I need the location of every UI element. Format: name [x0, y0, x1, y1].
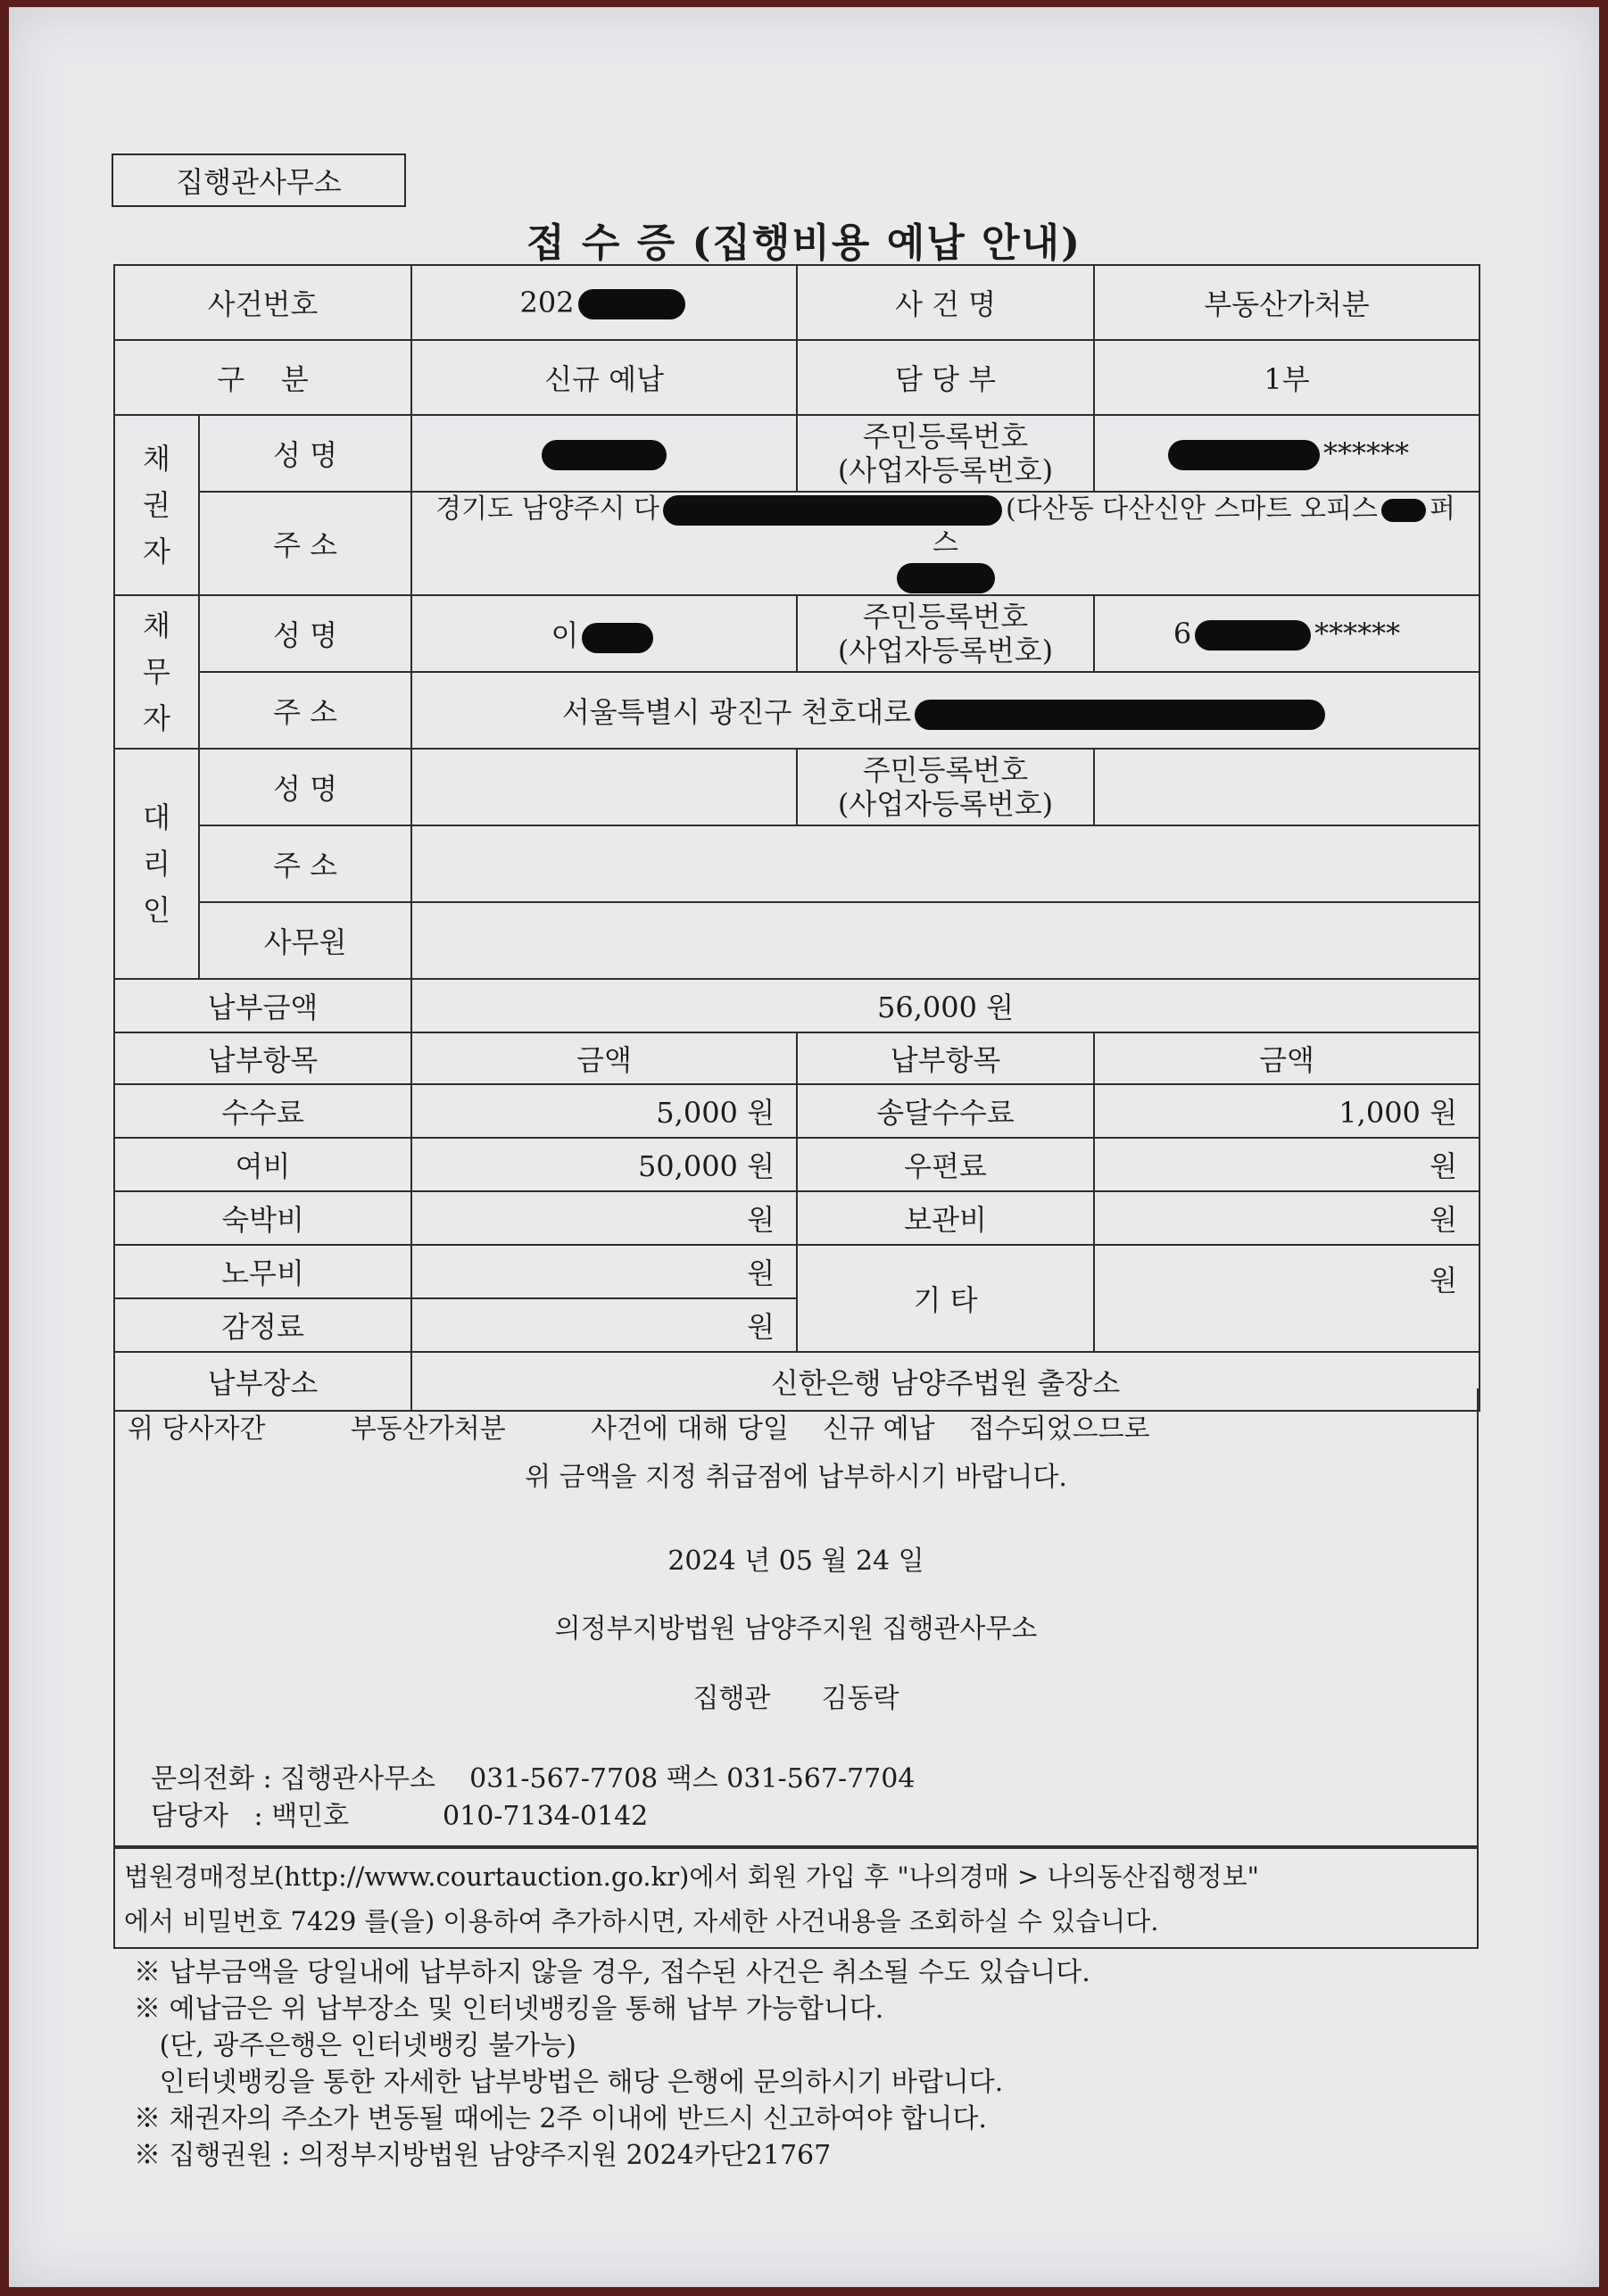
debtor-name-value: 이	[411, 595, 797, 672]
department-value: 1부	[1094, 340, 1480, 415]
division-value: 신규 예납	[411, 340, 797, 415]
total-amount-value: 56,000 원	[411, 979, 1480, 1032]
labor-label: 노무비	[114, 1245, 411, 1298]
fee-label: 수수료	[114, 1084, 411, 1138]
redaction-mark	[1195, 620, 1311, 651]
appraisal-label: 감정료	[114, 1298, 411, 1352]
case-name-label: 사 건 명	[797, 265, 1094, 340]
debtor-group-label: 채 무 자	[114, 595, 199, 749]
other-label: 기 타	[797, 1245, 1094, 1352]
lodging-label: 숙박비	[114, 1191, 411, 1245]
debtor-id-value: 6 ******	[1094, 595, 1480, 672]
online-info-line-1: 법원경매정보(http://www.courtauction.go.kr)에서 회원 가입 후 "나의경매 > 나의동산집행정보"	[124, 1861, 1259, 1892]
redaction-mark	[542, 440, 667, 470]
agent-clerk-value	[411, 902, 1480, 979]
contact-phone: 문의전화 : 집행관사무소 031-567-7708 팩스 031-567-7704	[151, 1763, 916, 1795]
notice-section	[113, 1388, 1479, 1847]
other-value: 원	[1094, 1245, 1480, 1352]
agent-id-label: 주민등록번호 (사업자등록번호)	[797, 749, 1094, 825]
agent-name-value	[411, 749, 797, 825]
note-item: ※ 집행권원 : 의정부지방법원 남양주지원 2024카단21767	[134, 2140, 832, 2171]
amount-header-2: 금액	[1094, 1032, 1480, 1084]
case-number-value: 202	[411, 265, 797, 340]
case-name-value: 부동산가처분	[1094, 265, 1480, 340]
redaction-mark	[663, 495, 1002, 526]
item-header-2: 납부항목	[797, 1032, 1094, 1084]
amount-header: 금액	[411, 1032, 797, 1084]
travel-label: 여비	[114, 1138, 411, 1191]
storage-label: 보관비	[797, 1191, 1094, 1245]
online-info-box	[113, 1847, 1479, 1949]
delivery-fee-label: 송달수수료	[797, 1084, 1094, 1138]
note-item: ※ 채권자의 주소가 변동될 때에는 2주 이내에 반드시 신고하여야 합니다.	[134, 2103, 987, 2134]
redaction-mark	[1168, 440, 1320, 470]
contact-person: 담당자 : 백민호 010-7134-0142	[151, 1801, 649, 1832]
court-name: 의정부지방법원 남양주지원 집행관사무소	[554, 1613, 1038, 1645]
travel-value: 50,000 원	[411, 1138, 797, 1191]
debtor-id-label: 주민등록번호 (사업자등록번호)	[797, 595, 1094, 672]
agent-name-label: 성 명	[199, 749, 411, 825]
lodging-value: 원	[411, 1191, 797, 1245]
creditor-name-value	[411, 415, 797, 492]
issue-date: 2024 년 05 월 24 일	[667, 1546, 924, 1577]
creditor-address-value: 경기도 남양주시 다 (다산동 다산신안 스마트 오피스 퍼스	[411, 492, 1480, 595]
delivery-fee-value: 1,000 원	[1094, 1084, 1480, 1138]
notice-line-1: 위 당사자간 부동산가처분 사건에 대해 당일 신규 예납 접수되었으므로	[128, 1413, 1150, 1445]
payment-place-value: 신한은행 남양주법원 출장소	[411, 1352, 1480, 1411]
fee-value: 5,000 원	[411, 1084, 797, 1138]
creditor-group-label: 채 권 자	[114, 415, 199, 595]
online-info-line-2: 에서 비밀번호 7429 를(을) 이용하여 추가하시면, 자세한 사건내용을 조회하실 수 있습니다.	[124, 1906, 1159, 1936]
debtor-address-value: 서울특별시 광진구 천호대로	[411, 672, 1480, 749]
creditor-name-label: 성 명	[199, 415, 411, 492]
debtor-address-label: 주 소	[199, 672, 411, 749]
agent-clerk-label: 사무원	[199, 902, 411, 979]
department-label: 담 당 부	[797, 340, 1094, 415]
redaction-mark	[582, 623, 653, 653]
appraisal-value: 원	[411, 1298, 797, 1352]
item-header: 납부항목	[114, 1032, 411, 1084]
redaction-mark	[915, 700, 1325, 730]
labor-value: 원	[411, 1245, 797, 1298]
debtor-name-label: 성 명	[199, 595, 411, 672]
creditor-address-label: 주 소	[199, 492, 411, 595]
notes-list	[134, 1954, 1472, 2174]
notice-line-2: 위 금액을 지정 취급점에 납부하시기 바랍니다.	[525, 1462, 1067, 1493]
agent-group-label: 대 리 인	[114, 749, 199, 979]
redaction-mark	[1381, 499, 1426, 522]
postage-label: 우편료	[797, 1138, 1094, 1191]
creditor-id-value: ******	[1094, 415, 1480, 492]
officer-name: 집행관 김동락	[692, 1683, 899, 1714]
receipt-form-table	[113, 264, 1480, 1412]
agent-address-value	[411, 825, 1480, 902]
note-item: ※ 납부금액을 당일내에 납부하지 않을 경우, 접수된 사건은 취소될 수도 있습니다.	[134, 1957, 1090, 1988]
case-number-label: 사건번호	[114, 265, 411, 340]
redaction-mark	[578, 289, 685, 319]
creditor-id-label: 주민등록번호 (사업자등록번호)	[797, 415, 1094, 492]
payment-place-label: 납부장소	[114, 1352, 411, 1411]
note-item: 인터넷뱅킹을 통한 자세한 납부방법은 해당 은행에 문의하시기 바랍니다.	[134, 2067, 1004, 2098]
postage-value: 원	[1094, 1138, 1480, 1191]
agent-id-value	[1094, 749, 1480, 825]
document-title: 접 수 증 (집행비용 예납 안내)	[526, 220, 1082, 266]
agent-address-label: 주 소	[199, 825, 411, 902]
office-label-box: 집행관사무소	[112, 153, 406, 207]
division-label: 구 분	[114, 340, 411, 415]
total-amount-label: 납부금액	[114, 979, 411, 1032]
note-item: (단, 광주은행은 인터넷뱅킹 불가능)	[134, 2030, 576, 2061]
redaction-mark	[897, 563, 995, 593]
storage-value: 원	[1094, 1191, 1480, 1245]
note-item: ※ 예납금은 위 납부장소 및 인터넷뱅킹을 통해 납부 가능합니다.	[134, 1993, 884, 2025]
